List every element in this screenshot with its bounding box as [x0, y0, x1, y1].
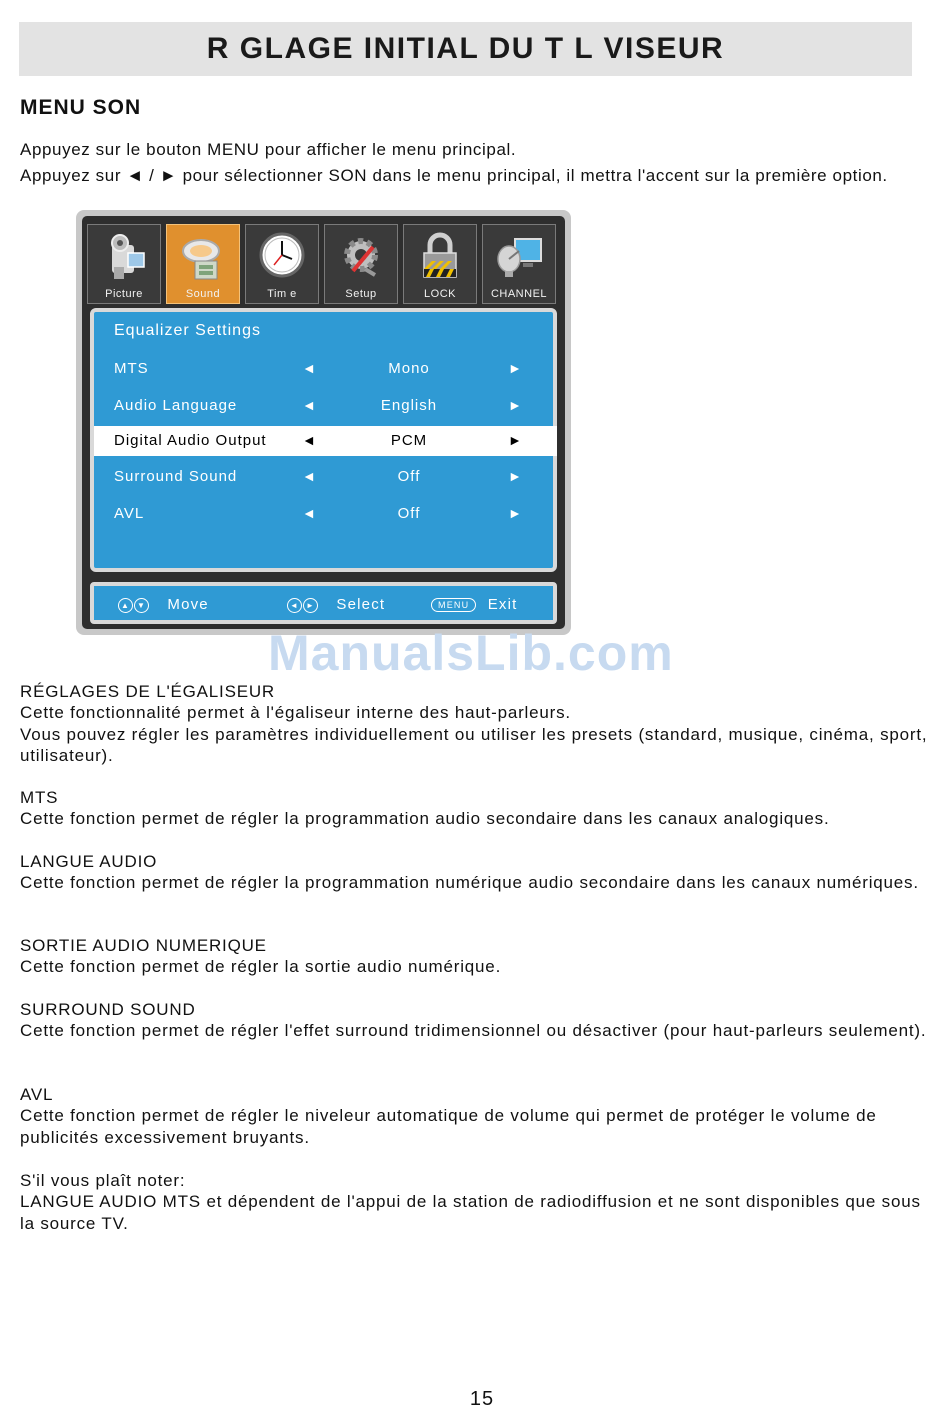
arrow-left-icon[interactable]: ◄ [302, 397, 317, 413]
up-arrow-icon: ▲ [118, 598, 133, 613]
row-value: Off [397, 505, 421, 522]
section-text: Vous pouvez régler les paramètres individuellement ou utiliser les presets (standard, musique, cinéma, sport, utilisateur). [20, 724, 928, 765]
left-arrow-icon: ◄ [287, 598, 302, 613]
arrow-left-icon[interactable]: ◄ [302, 505, 317, 521]
menu-tab-bar [87, 224, 562, 308]
satellite-dish-icon [493, 231, 545, 283]
sound-icon [177, 231, 229, 283]
clock-icon [256, 231, 308, 283]
row-value: PCM [390, 432, 428, 449]
nav-select [287, 596, 385, 613]
section-title: MENU SON [20, 96, 142, 119]
menu-key-icon: MENU [431, 598, 476, 612]
camera-icon [98, 231, 150, 283]
section-text: Cette fonction permet de régler la sortie audio numérique. [20, 957, 502, 977]
arrow-left-icon[interactable]: ◄ [302, 432, 317, 448]
row-value: English [380, 397, 438, 414]
section-heading: RÉGLAGES DE L'ÉGALISEUR [20, 682, 276, 701]
menu-row-avl[interactable] [94, 499, 557, 529]
section-digital-audio-output [20, 935, 930, 978]
tab-lock[interactable] [403, 224, 477, 304]
tab-channel[interactable] [482, 224, 556, 304]
tab-picture[interactable] [87, 224, 161, 304]
down-arrow-icon: ▼ [134, 598, 149, 613]
menu-row-digital-audio-output[interactable] [94, 426, 557, 456]
intro-line-2: Appuyez sur ◄ / ► pour sélectionner SON dans le menu principal, il mettra l'accent sur la première option. [20, 166, 888, 185]
tab-label: LOCK [424, 288, 456, 300]
menu-row-audio-language[interactable] [94, 391, 557, 421]
nav-exit-label: Exit [487, 596, 518, 613]
arrow-left-icon[interactable]: ◄ [302, 360, 317, 376]
section-mts [20, 787, 930, 830]
nav-move [118, 596, 209, 613]
tab-time[interactable] [245, 224, 319, 304]
section-note [20, 1170, 930, 1234]
section-heading: MTS [20, 788, 59, 807]
tab-label: Tim e [267, 288, 297, 300]
page-number: 15 [469, 1388, 495, 1410]
section-audio-language [20, 851, 930, 894]
row-label: Audio Language [114, 397, 238, 414]
section-surround-sound [20, 999, 930, 1042]
section-heading: LANGUE AUDIO [20, 852, 158, 871]
tab-label: Sound [185, 288, 221, 300]
tab-label: Picture [105, 288, 143, 300]
arrow-right-icon[interactable]: ► [508, 397, 523, 413]
section-text: Cette fonction permet de régler l'effet surround tridimensionnel ou désactiver (pour haut-parleurs seulement). [20, 1021, 927, 1041]
section-text: Cette fonction permet de régler le niveleur automatique de volume qui permet de protéger le volume de publicités excessivement bruyants. [20, 1106, 877, 1147]
row-label: AVL [114, 505, 145, 522]
nav-move-label: Move [167, 596, 209, 613]
menu-row-mts[interactable] [94, 354, 557, 384]
section-text: Cette fonctionnalité permet à l'égaliseur interne des haut-parleurs. [20, 703, 571, 723]
row-label: MTS [114, 360, 149, 377]
equalizer-settings-item[interactable]: Equalizer Settings [114, 322, 261, 339]
section-avl [20, 1084, 930, 1148]
tab-sound[interactable] [166, 224, 240, 304]
arrow-right-icon[interactable]: ► [508, 468, 523, 484]
arrow-right-icon[interactable]: ► [508, 505, 523, 521]
section-heading: SORTIE AUDIO NUMERIQUE [20, 936, 267, 955]
lock-icon [414, 231, 466, 283]
arrow-left-icon[interactable]: ◄ [302, 468, 317, 484]
section-text: Cette fonction permet de régler la programmation audio secondaire dans les canaux analogiques. [20, 809, 830, 829]
section-heading: AVL [20, 1085, 54, 1104]
tab-label: CHANNEL [490, 288, 548, 300]
gear-icon [335, 231, 387, 283]
row-value: Mono [388, 360, 430, 377]
menu-nav-bar [90, 582, 557, 624]
page-title: R GLAGE INITIAL DU T L VISEUR [206, 32, 725, 65]
section-equalizer [20, 681, 930, 766]
section-text: LANGUE AUDIO MTS et dépendent de l'appui de la station de radiodiffusion et ne sont disponibles que sous la source TV. [20, 1192, 921, 1233]
tab-setup[interactable] [324, 224, 398, 304]
arrow-right-icon[interactable]: ► [508, 360, 523, 376]
row-value: Off [397, 468, 421, 485]
section-heading: SURROUND SOUND [20, 1000, 196, 1019]
row-label: Digital Audio Output [114, 432, 267, 449]
arrow-right-icon[interactable]: ► [508, 432, 523, 448]
section-text: Cette fonction permet de régler la programmation numérique audio secondaire dans les canaux numériques. [20, 873, 919, 893]
tv-menu-screenshot [76, 210, 571, 635]
nav-select-label: Select [336, 596, 386, 613]
page-title-bar [19, 22, 912, 76]
section-heading: S'il vous plaît noter: [20, 1171, 186, 1190]
menu-row-surround-sound[interactable] [94, 462, 557, 492]
tv-menu-frame [82, 216, 565, 629]
watermark: ManualsLib.com [268, 625, 674, 681]
tab-label: Setup [345, 288, 377, 300]
nav-exit [431, 596, 518, 613]
right-arrow-icon: ► [303, 598, 318, 613]
sound-settings-panel [90, 308, 557, 572]
row-label: Surround Sound [114, 468, 238, 485]
intro-line-1: Appuyez sur le bouton MENU pour afficher le menu principal. [20, 140, 517, 159]
